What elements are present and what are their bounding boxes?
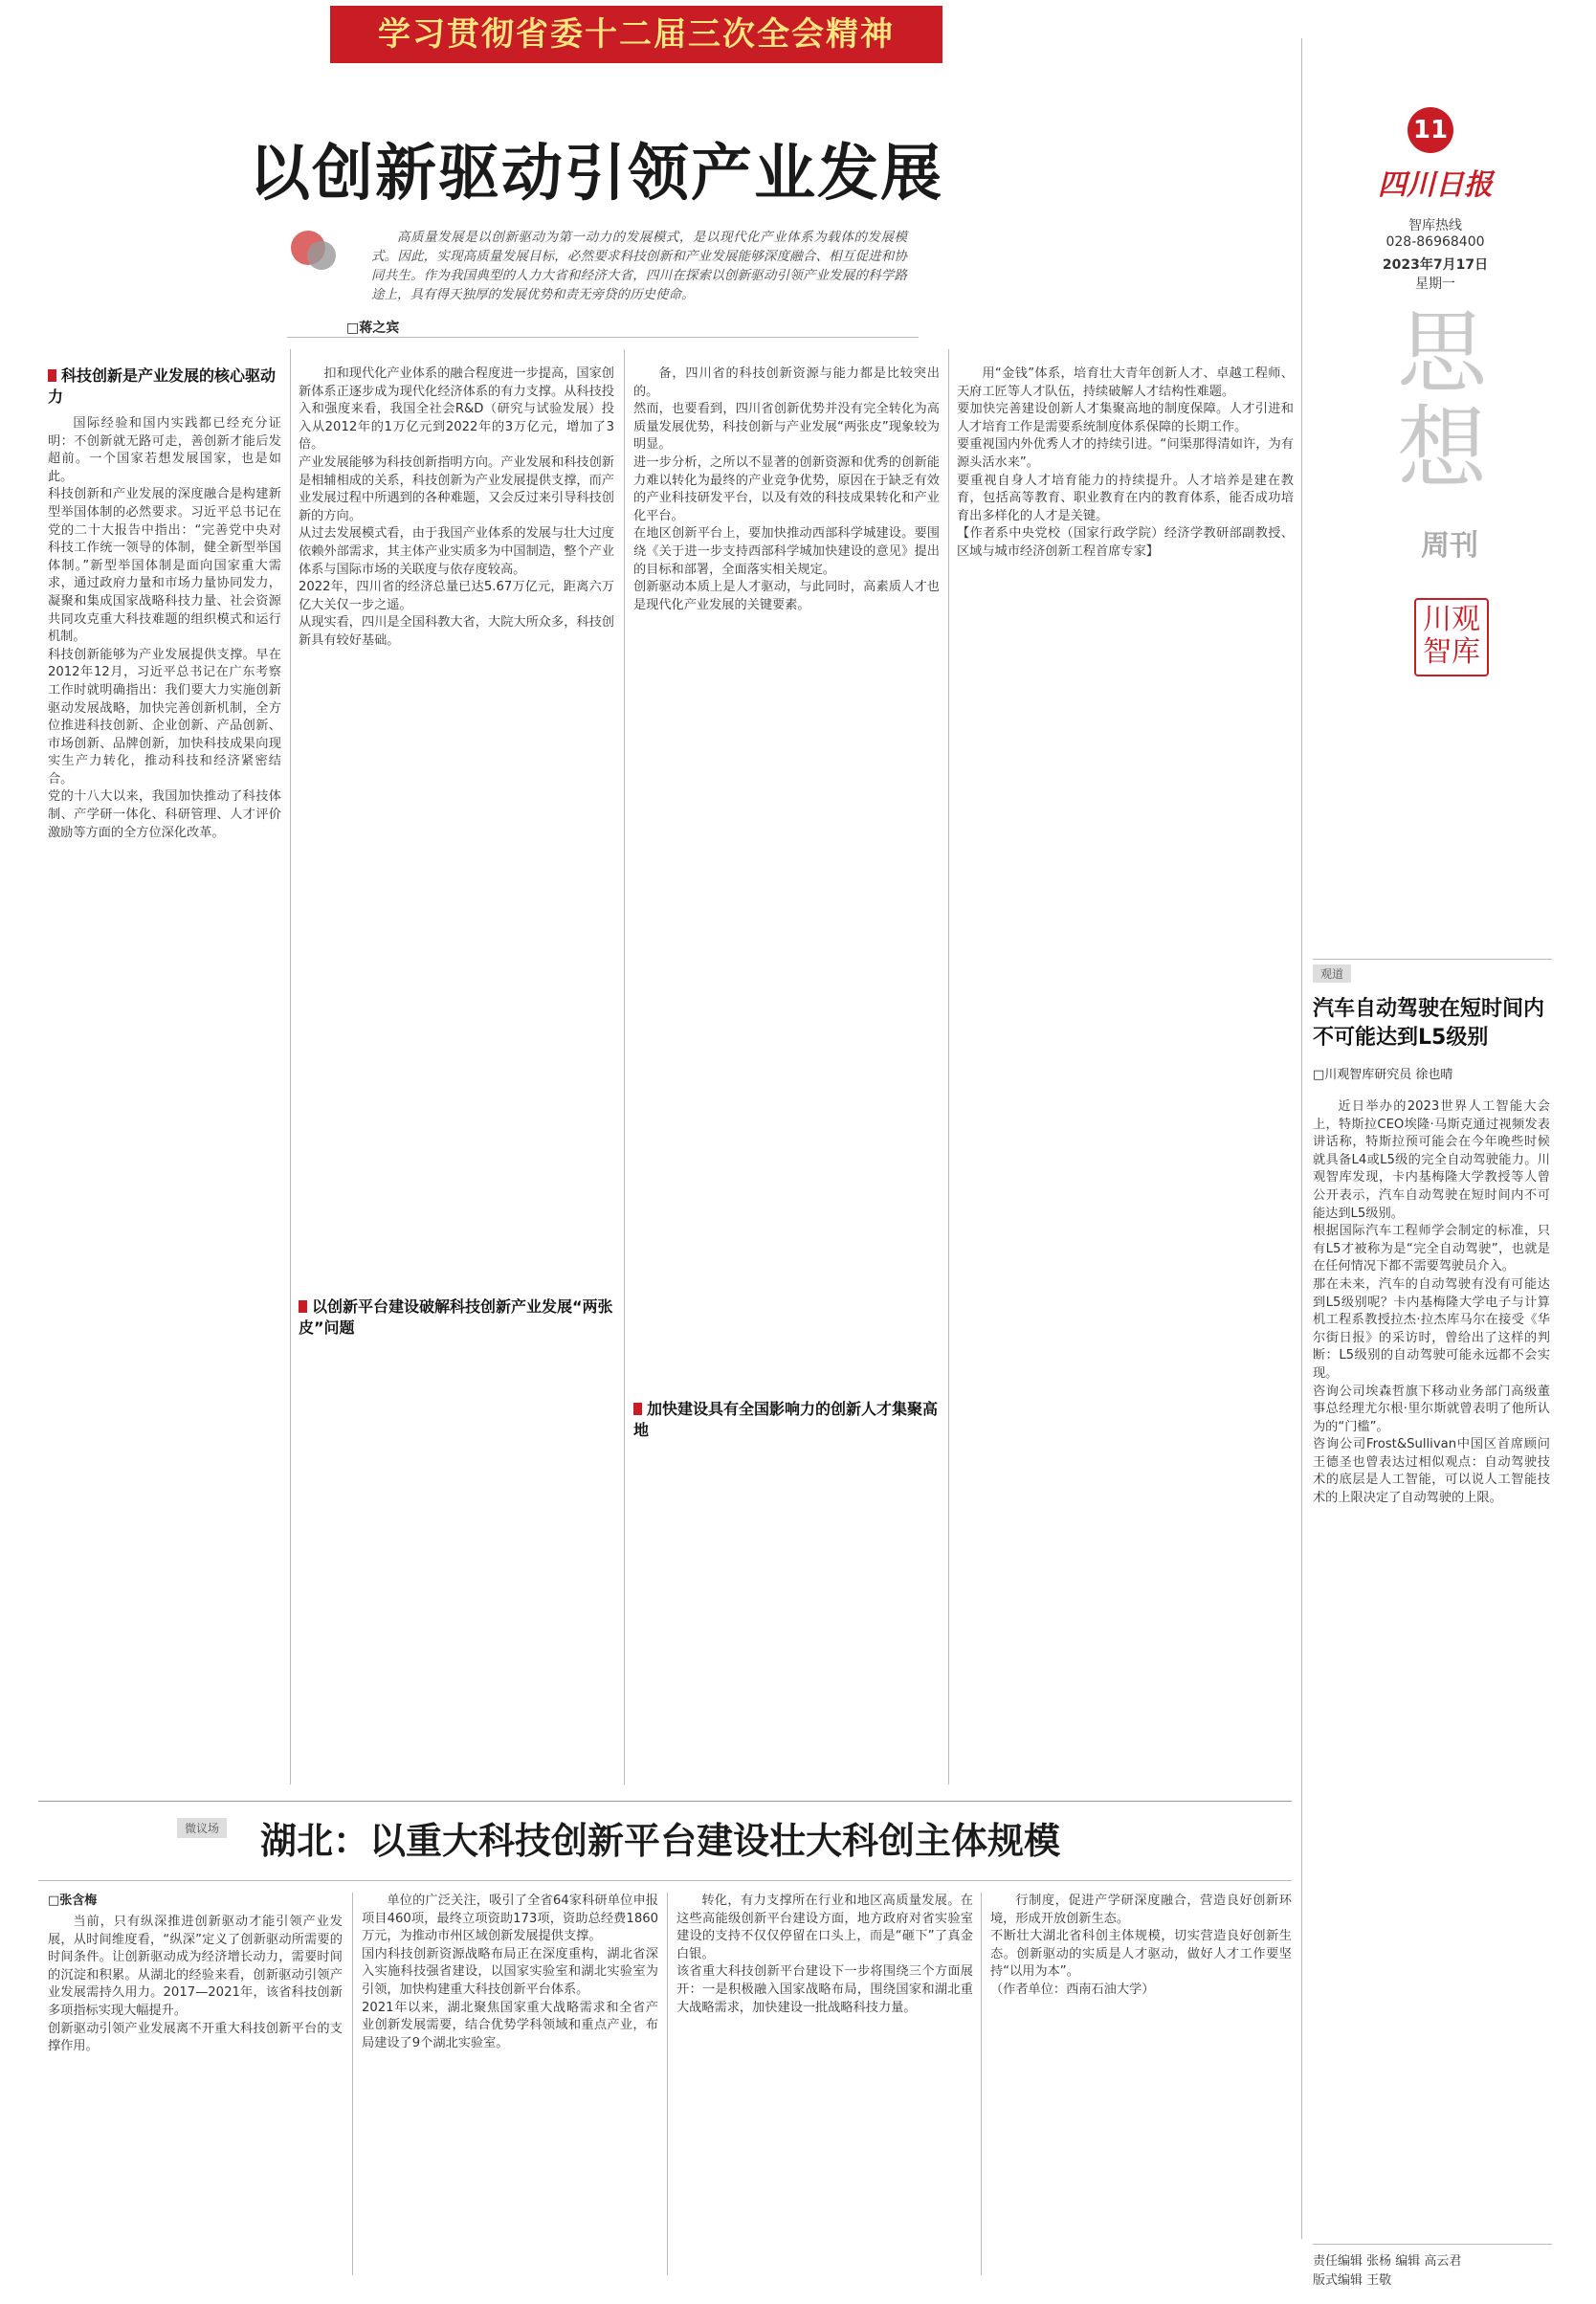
lead-divider	[287, 337, 919, 338]
section-subtitle: 周刊	[1421, 529, 1478, 563]
hotline-label: 智库热线	[1408, 218, 1462, 233]
section-heading-3	[633, 1399, 940, 1441]
paper-name: 四川日报	[1378, 168, 1493, 202]
banner-title: 学习贯彻省委十二届三次全会精神	[378, 15, 895, 54]
editors-line-1: 责任编辑 张杨 编辑 高云君	[1313, 2254, 1462, 2269]
article1-column-2b	[299, 1349, 614, 1784]
col-rule	[290, 349, 291, 1784]
col-rule	[981, 1893, 982, 2275]
sidebar-byline: □川观智库研究员 徐也晴	[1313, 1068, 1453, 1082]
heading-marker	[48, 369, 56, 382]
sidebar-body: 近日举办的2023世界人工智能大会上，特斯拉CEO埃隆·马斯克通过视频发表讲话称，特斯拉预可能会在今年晚些时候就具备L4或L5级的完全自动驾驶能力。川观智库发现，卡内基梅隆大学教授等人曾公开表示，汽车自动驾驶在短时间内不可能达到L5级别。 根据国际汽车工程师学会制定的标准，只有L5才被称为是“完全自动驾驶”，也就是在任何情况下都不需要驾驶员介入。 那在未来，汽车的自动驾驶有没有可能达到L5级别呢？卡内基梅隆大学电子与计算机工程系教授拉杰·拉杰库马尔在接受《华尔街日报》的采访时，曾给出了这样的判断：L5级别的自动驾驶可能永远都不会实现。 咨询公司埃森哲旗下移动业务部门高级董事总经理尤尔根·里尔斯就曾表明了他所认为的“门槛”。 咨询公司Frost&Sullivan中国区首席顾问王德圣也曾表达过相似观点：自动驾驶技术的底层是人工智能，可以说人工智能技术的上限决定了自动驾驶的上限。	[1313, 1099, 1550, 1506]
section-heading-1-text: 科技创新是产业发展的核心驱动力	[48, 366, 277, 406]
article2-divider	[38, 1801, 1292, 1802]
article2-column-2: 单位的广泛关注，吸引了全省64家科研单位申报项目460项，最终立项资助173项，资助总经费1860万元，为推动市州区域创新发展提供支撑。 国内科技创新资源战略布局正在深度重构，湖北省深入实施科技强省建设，以国家实验室和湖北实验室为引领，加快构建重大科技创新平台体系。 2021年以来，湖北聚焦国家重大战略需求和全省产业创新发展需要，结合优势学科领域和重点产业，布局建设了9个湖北实验室。	[362, 1894, 658, 2050]
col-rule	[352, 1893, 353, 2275]
article1-column-2: 扣和现代化产业体系的融合程度进一步提高，国家创新体系正逐步成为现代化经济体系的有力支撑。从科技投入和强度来看，我国全社会R&D（研究与试验发展）投入从2012年的1万亿元到2022年的3万亿元，增加了3倍。 产业发展能够为科技创新指明方向。产业发展和科技创新是相辅相成的关系，科技创新为产业发展提供支撑，而产业发展过程中所遇到的各种难题，又会反过来引导科技创新的方向。 从过去发展模式看，由于我国产业体系的发展与壮大过度依赖外部需求，其主体产业实质多为中国制造，整个产业体系与国际市场的关联度与依存度较高。 2022年，四川省的经济总量已达5.67万亿元，距离六万亿大关仅一步之遥。 从现实看，四川是全国科教大省，大院大所众多，科技创新具有较好基础。	[299, 366, 614, 648]
footer-divider	[1313, 2244, 1552, 2245]
article2-head-rule	[38, 1880, 1292, 1881]
section-heading-2	[299, 1296, 614, 1339]
section-heading-3-text: 加快建设具有全国影响力的创新人才集聚高地	[633, 1400, 939, 1439]
heading-marker	[633, 1403, 642, 1415]
article2-headline: 湖北：以重大科技创新平台建设壮大科创主体规模	[260, 1820, 1061, 1862]
col-rule	[948, 349, 949, 1784]
article1-column-1: 国际经验和国内实践都已经充分证明：不创新就无路可走，善创新才能后发超前。一个国家若想发展国家，也是如此。 科技创新和产业发展的深度融合是构建新型举国体制的必然要求。习近平总书记在党的二十大报告中指出：“完善党中央对科技工作统一领导的体制，健全新型举国体制。”新型举国体制是面向国家重大需求，通过政府力量和市场力量协同发力，凝聚和集成国家战略科技力量、社会资源共同攻克重大科技难题的组织模式和运行机制。 科技创新能够为产业发展提供支撑。早在2012年12月，习近平总书记在广东考察工作时就明确指出：我们要大力实施创新驱动发展战略，加快完善创新机制，全方位推进科技创新、企业创新、产品创新、市场创新、品牌创新，加快科技成果向现实生产力转化，推动科技和经济紧密结合。 党的十八大以来，我国加快推动了科技体制、产学研一体化、科研管理、人才评价激励等方面的全方位深化改革。	[48, 416, 281, 840]
sidebar-kicker: 观道	[1313, 964, 1351, 983]
heading-marker	[299, 1300, 307, 1313]
editors-line-2: 版式编辑 王敬	[1313, 2273, 1392, 2288]
column-seal-text: 川观智库	[1423, 603, 1480, 669]
col-rule	[624, 349, 625, 1784]
sidebar-divider	[1313, 959, 1552, 960]
issue-weekday: 星期一	[1415, 277, 1455, 292]
section-title: 思想	[1397, 301, 1492, 501]
quote-icon	[287, 227, 341, 277]
page-number: 11	[1412, 116, 1449, 144]
article1-byline: □蒋之宾	[346, 321, 400, 336]
article1-column-3: 备，四川省的科技创新资源与能力都是比较突出的。 然而，也要看到，四川省创新优势并没有完全转化为高质量发展优势，科技创新与产业发展“两张皮”现象较为明显。 进一步分析，之所以不显著的创新资源和优秀的创新能力难以转化为最终的产业竞争优势，原因在于缺乏有效的产业科技研发平台，以及有效的科技成果转化和产业化平台。 在地区创新平台上，要加快推动西部科学城建设。要围绕《关于进一步支持西部科学城加快建设的意见》提出的目标和部署，全面落实相关规定。 创新驱动本质上是人才驱动，与此同时，高素质人才也是现代化产业发展的关键要素。	[633, 366, 940, 612]
article1-column-4: 用“金钱”体系，培育壮大青年创新人才、卓越工程师、天府工匠等人才队伍，持续破解人才结构性难题。 要加快完善建设创新人才集聚高地的制度保障。人才引进和人才培育工作是需要系统制度体系保障的长期工作。 要重视国内外优秀人才的持续引进。“问渠那得清如许，为有源头活水来”。 要重视自身人才培育能力的持续提升。人才培养是建在教育，包括高等教育、职业教育在内的教育体系，能否成功培育出多样化的人才是关键。 【作者系中央党校（国家行政学院）经济学教研部副教授、区域与城市经济创新工程首席专家】	[957, 366, 1294, 559]
section-heading-2-text: 以创新平台建设破解科技创新产业发展“两张皮”问题	[299, 1297, 613, 1337]
col-rule	[1301, 38, 1302, 2239]
col-rule	[667, 1893, 668, 2275]
article2-byline: □张含梅	[48, 1894, 98, 1908]
article2-column-4: 行制度，促进产学研深度融合，营造良好创新环境，形成开放创新生态。 不断壮大湖北省科创主体规模，切实营造良好创新生态。创新驱动的实质是人才驱动，做好人才工作要坚持“以用为本”。 （作者单位：西南石油大学）	[990, 1894, 1292, 1997]
column-seal	[1414, 598, 1489, 676]
article1-headline: 以创新驱动引领产业发展	[249, 138, 943, 210]
article1-lead: 高质量发展是以创新驱动为第一动力的发展模式，是以现代化产业体系为载体的发展模式。因此，实现高质量发展目标，必然要求科技创新和产业发展能够深度融合、相互促进和协同共生。作为我国典型的人力大省和经济大省，四川在探索以创新驱动引领产业发展的科学路途上，具有得天独厚的发展优势和责无旁贷的历史使命。	[371, 230, 907, 302]
hotline-number: 028-86968400	[1385, 234, 1485, 250]
sidebar-headline: 汽车自动驾驶在短时间内不可能达到L5级别	[1313, 997, 1545, 1050]
article2-column-3: 转化，有力支撑所在行业和地区高质量发展。在这些高能级创新平台建设方面，地方政府对省实验室建设的支持不仅仅停留在口头上，而是“砸下”了真金白银。 该省重大科技创新平台建设下一步将围绕三个方面展开：一是积极融入国家战略布局，围绕国家和湖北重大战略需求，加快建设一批战略科技力量。	[676, 1894, 973, 2015]
article2-column-1: 当前，只有纵深推进创新驱动才能引领产业发展，从时间维度看，“纵深”定义了创新驱动所需要的时间条件。让创新驱动成为经济增长动力，需要时间的沉淀和积累。从湖北的经验来看，创新驱动引领产业发展需持久用力。2017—2021年，该省科技创新多项指标实现大幅提升。 创新驱动引领产业发展离不开重大科技创新平台的支撑作用。	[48, 1915, 343, 2054]
section-heading-1	[48, 366, 282, 408]
issue-date: 2023年7月17日	[1382, 257, 1489, 273]
article2-kicker: 微议场	[177, 1818, 227, 1838]
